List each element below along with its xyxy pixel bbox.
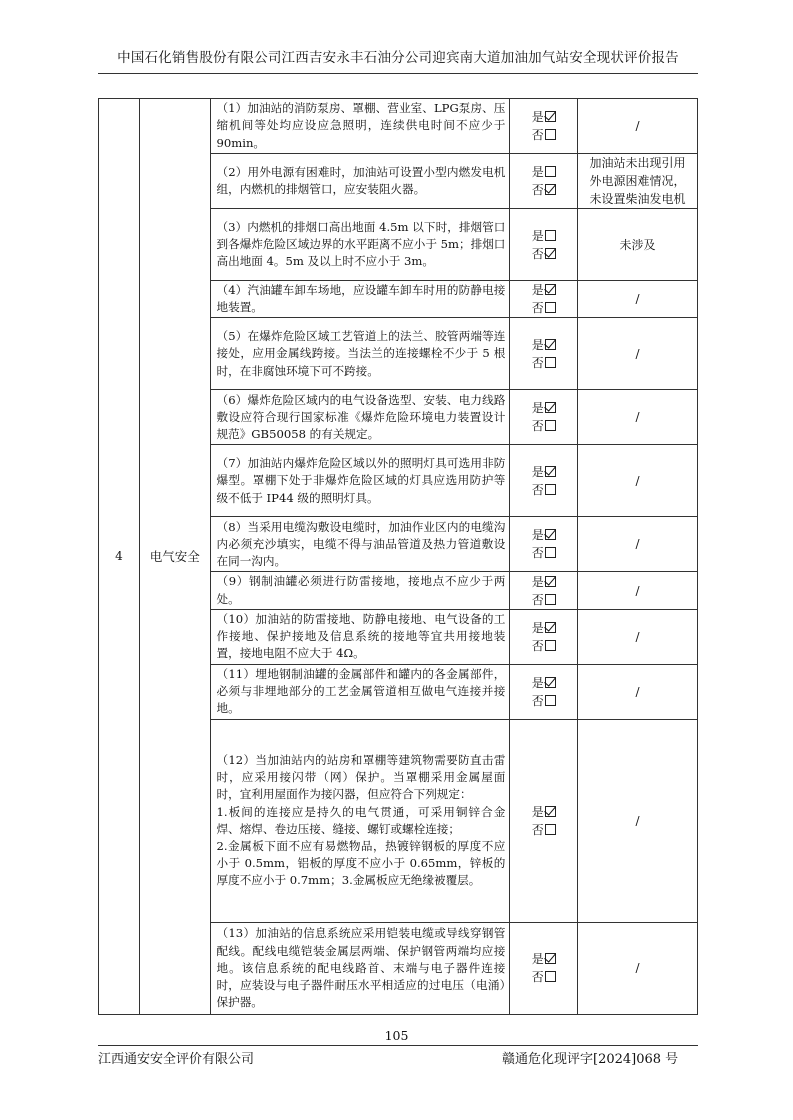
option-yes-label: 是: [531, 401, 544, 416]
option-no: [510, 968, 577, 986]
section-number: 4: [99, 99, 140, 1015]
item-text: [210, 664, 510, 719]
item-paragraph: （11）埋地钢制油罐的金属部件和罐内的各金属部件，必须与非埋地部分的工艺金属管道相互做电气连接并接地。: [216, 667, 506, 716]
option-no: [510, 591, 577, 609]
check-cell: [510, 209, 578, 281]
check-cell: [510, 517, 578, 572]
footer-report-number: 赣通危化现评字[2024]068 号: [502, 1052, 679, 1067]
item-text: [210, 99, 510, 154]
empty-box-icon: [545, 230, 556, 241]
evaluation-table: [98, 98, 698, 1015]
option-no-label: 否: [531, 482, 544, 497]
item-text: [210, 390, 510, 445]
option-yes: [510, 227, 577, 245]
check-cell: [510, 390, 578, 445]
item-paragraph: （4）汽油罐车卸车场地，应设罐车卸车时用的防静电接地装置。: [216, 283, 506, 315]
option-no: [510, 821, 577, 839]
option-no: [510, 181, 577, 199]
option-yes: [510, 336, 577, 354]
option-no-label: 否: [531, 355, 544, 370]
empty-box-icon: [545, 547, 556, 558]
empty-box-icon: [545, 971, 556, 982]
item-paragraph: （9）钢制油罐必须进行防雷接地，接地点不应少于两处。: [216, 574, 506, 606]
option-no: [510, 417, 577, 435]
empty-box-icon: [545, 420, 556, 431]
option-no-label: 否: [531, 592, 544, 607]
option-yes-label: 是: [531, 283, 544, 298]
checked-box-icon: [545, 111, 556, 122]
item-paragraph: （2）用外电源有困难时，加油站可设置小型内燃发电机组，内燃机的排烟管口，应安装阻火器。: [216, 164, 506, 196]
checked-box-icon: [545, 248, 556, 259]
remark-cell: /: [578, 99, 698, 154]
item-paragraph: （5）在爆炸危险区域工艺管道上的法兰、胶管两端等连接处，应用金属线跨接。当法兰的连接螺栓不少于 5 根时，在非腐蚀环境下可不跨接。: [216, 329, 506, 378]
item-sub-line: 1.板间的连接应是持久的电气贯通，可采用铜锌合金焊、熔焊、卷边压接、缝接、螺钉或螺栓连接；: [216, 804, 506, 836]
checked-box-icon: [545, 466, 556, 477]
check-cell: [510, 609, 578, 664]
page-number: 105: [384, 1028, 409, 1043]
item-text: [210, 922, 510, 1014]
option-no: [510, 481, 577, 499]
option-no: [510, 299, 577, 317]
item-text: [210, 154, 510, 209]
check-cell: [510, 281, 578, 318]
option-yes-label: 是: [531, 110, 544, 124]
empty-box-icon: [545, 129, 556, 140]
option-yes-label: 是: [531, 528, 544, 543]
option-no: [510, 245, 577, 263]
empty-box-icon: [545, 302, 556, 313]
checked-box-icon: [545, 339, 556, 350]
empty-box-icon: [545, 357, 556, 368]
option-yes-label: 是: [531, 675, 544, 690]
option-yes: [510, 108, 577, 126]
option-yes: [510, 463, 577, 481]
item-paragraph: （1）加油站的消防泵房、罩棚、营业室、LPG泵房、压缩机间等处均应设应急照明，连续供电时间不应少于 90min。: [216, 101, 506, 150]
option-no-label: 否: [531, 693, 544, 708]
option-yes-label: 是: [531, 574, 544, 589]
checked-box-icon: [545, 576, 556, 587]
remark-cell: /: [578, 445, 698, 517]
item-paragraph: （6）爆炸危险区域内的电气设备选型、安装、电力线路敷设应符合现行国家标准《爆炸危险环境电力装置设计规范》GB50058 的有关规定。: [216, 392, 506, 441]
option-no-label: 否: [531, 128, 544, 142]
remark-cell: /: [578, 572, 698, 609]
option-yes: [510, 573, 577, 591]
option-yes-label: 是: [531, 464, 544, 479]
option-no-label: 否: [531, 638, 544, 653]
check-cell: [510, 719, 578, 922]
table-row: [99, 99, 698, 154]
remark-cell: /: [578, 281, 698, 318]
item-paragraph: （3）内燃机的排烟口高出地面 4.5m 以下时，排烟管口到各爆炸危险区域边界的水平距离不应小于 5m；排烟口高出地面 4。5m 及以上时不应小于 3m。: [216, 219, 506, 269]
remark-cell: /: [578, 318, 698, 390]
empty-box-icon: [545, 484, 556, 495]
item-sub-line: 2.金属板下面不应有易燃物品，热镀锌钢板的厚度不应小于 0.5mm，铝板的厚度不应小于 0.65mm，锌板的厚度不应小于 0.7mm；3.金属板应无绝缘被覆层。: [216, 839, 506, 888]
section-category: 电气安全: [140, 99, 211, 1015]
item-text: [210, 318, 510, 390]
empty-box-icon: [545, 824, 556, 835]
option-yes: [510, 803, 577, 821]
report-title: 中国石化销售股份有限公司江西吉安永丰石油分公司迎宾南大道加油加气站安全现状评价报告: [117, 50, 679, 66]
remark-cell: /: [578, 719, 698, 922]
empty-box-icon: [545, 640, 556, 651]
footer-company: 江西通安安全评价有限公司: [98, 1052, 255, 1067]
option-yes-label: 是: [531, 165, 544, 179]
check-cell: [510, 99, 578, 154]
option-no: [510, 354, 577, 372]
empty-box-icon: [545, 166, 556, 177]
remark-cell: /: [578, 922, 698, 1014]
option-yes-label: 是: [531, 620, 544, 635]
remark-cell: 加油站未出现引用外电源困难情况，未设置柴油发电机: [578, 154, 698, 209]
option-yes: [510, 950, 577, 968]
option-yes: [510, 526, 577, 544]
checked-box-icon: [545, 402, 556, 413]
option-no-label: 否: [531, 246, 544, 261]
checked-box-icon: [545, 806, 556, 817]
check-cell: [510, 572, 578, 609]
remark-cell: /: [578, 517, 698, 572]
item-paragraph: （12）当加油站内的站房和罩棚等建筑物需要防直击雷时，应采用接闪带（网）保护。当罩棚采用金属屋面时，宜利用屋面作为接闪器，但应符合下列规定：: [216, 753, 506, 802]
option-yes: [510, 281, 577, 299]
option-no-label: 否: [531, 419, 544, 434]
item-text: [210, 281, 510, 318]
empty-box-icon: [545, 594, 556, 605]
footer-divider: [98, 1045, 698, 1046]
check-cell: [510, 922, 578, 1014]
check-cell: [510, 445, 578, 517]
item-text: [210, 517, 510, 572]
item-text: [210, 209, 510, 281]
checked-box-icon: [545, 184, 556, 195]
option-yes: [510, 619, 577, 637]
option-yes: [510, 163, 577, 181]
option-yes: [510, 399, 577, 417]
checked-box-icon: [545, 953, 556, 964]
remark-cell: /: [578, 390, 698, 445]
check-cell: [510, 664, 578, 719]
item-text: [210, 609, 510, 664]
option-yes-label: 是: [531, 228, 544, 243]
checked-box-icon: [545, 677, 556, 688]
option-yes-label: 是: [531, 804, 544, 819]
option-yes: [510, 674, 577, 692]
item-paragraph: （13）加油站的信息系统应采用铠装电缆或导线穿钢管配线。配线电缆铠装金属层两端、保护钢管两端均应接地。该信息系统的配电线路首、末端与电子器件连接时，应装设与电子器件耐压水平相适应的过电压（电涌）保护器。: [216, 926, 506, 1010]
option-no: [510, 692, 577, 710]
option-no: [510, 637, 577, 655]
option-no-label: 否: [531, 546, 544, 561]
option-yes-label: 是: [531, 952, 544, 967]
item-text: [210, 719, 510, 922]
remark-cell: /: [578, 609, 698, 664]
checked-box-icon: [545, 622, 556, 633]
item-paragraph: （8）当采用电缆沟敷设电缆时，加油作业区内的电缆沟内必须充沙填实，电缆不得与油品管道及热力管道敷设在同一沟内。: [216, 519, 506, 568]
check-cell: [510, 154, 578, 209]
remark-cell: /: [578, 664, 698, 719]
check-cell: [510, 318, 578, 390]
option-no-label: 否: [531, 301, 544, 316]
item-paragraph: （7）加油站内爆炸危险区域以外的照明灯具可选用非防爆型。罩棚下处于非爆炸危险区域的灯具应选用防护等级不低于 IP44 级的照明灯具。: [216, 456, 506, 505]
option-no-label: 否: [531, 970, 544, 985]
option-no: [510, 544, 577, 562]
page-header: [98, 46, 698, 74]
checked-box-icon: [545, 529, 556, 540]
item-text: [210, 572, 510, 609]
option-no-label: 否: [531, 183, 544, 197]
option-yes-label: 是: [531, 337, 544, 352]
item-text: [210, 445, 510, 517]
option-no-label: 否: [531, 822, 544, 837]
remark-cell: 未涉及: [578, 209, 698, 281]
checked-box-icon: [545, 284, 556, 295]
empty-box-icon: [545, 695, 556, 706]
item-paragraph: （10）加油站的防雷接地、防静电接地、电气设备的工作接地、保护接地及信息系统的接地等宜共用接地装置，接地电阻不应大于 4Ω。: [216, 612, 506, 661]
option-no: [510, 126, 577, 144]
